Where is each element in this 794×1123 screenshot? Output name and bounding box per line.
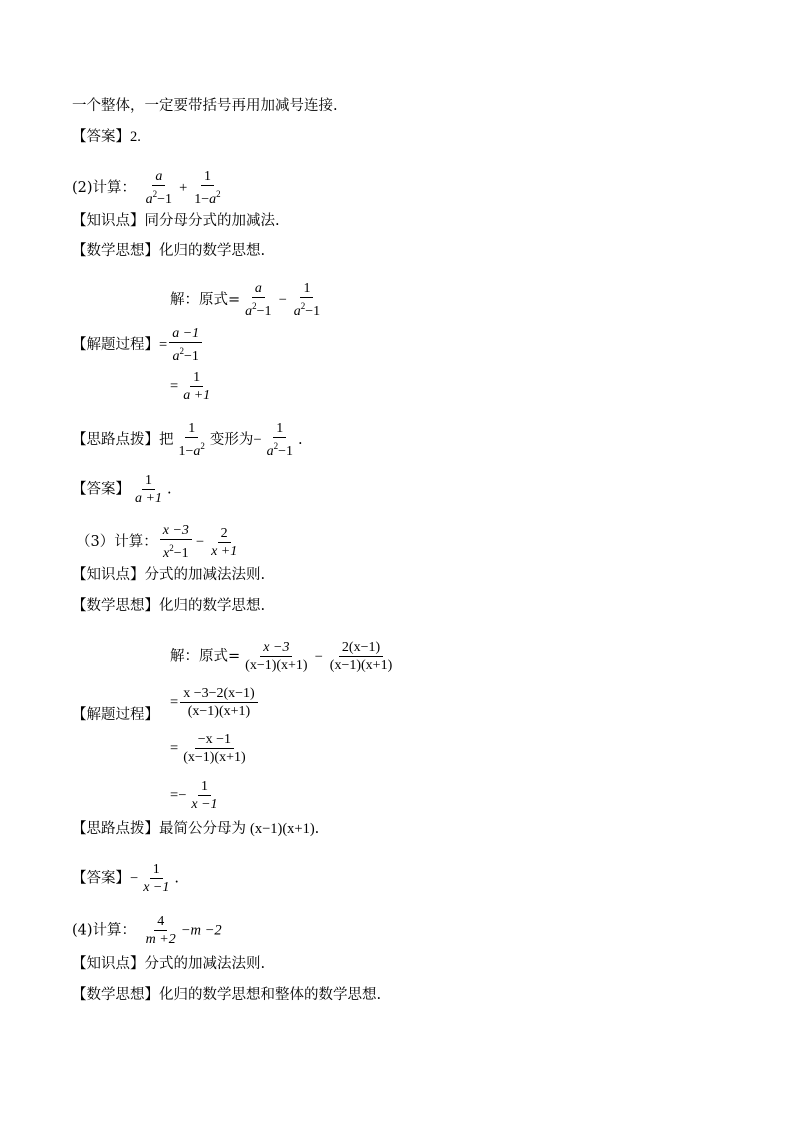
q3-hint: 【思路点拨】最简公分母为 (x−1)(x+1). (72, 821, 320, 837)
fraction: $\frac{2}{x +1}$ (211, 525, 238, 559)
idea-label: 【数学思想】 (72, 987, 159, 1003)
fraction: $\frac{a}{a^2-1}$ (245, 281, 272, 319)
fraction: $\frac{1}{a +1}$ (183, 370, 211, 403)
q2-solution-step1 (170, 280, 325, 320)
knowledge-text: 同分母分式的加减法. (144, 213, 280, 229)
q2-question (72, 168, 226, 208)
q4-knowledge (72, 955, 265, 973)
hint-label: 【思路点拨】 (72, 821, 159, 837)
q2-fraction-2 (191, 168, 223, 208)
q3-question: （3）计算： $\frac{x -3}{x^2-1}$ − $\frac{2}{x +1}$ (76, 522, 242, 562)
q2-process-step2: 【解题过程】= $\frac{a -1}{a^2-1}$ (72, 325, 204, 365)
answer-label: 【答案】 (72, 870, 130, 887)
fraction: $\frac{x -3}{(x-1)(x+1)}$ (245, 640, 308, 673)
frac-numerator: a (152, 168, 165, 186)
minus-sign: − (278, 292, 287, 308)
q3-process-label-line (72, 706, 159, 724)
fraction: $\frac{1}{x -1}$ (191, 779, 218, 812)
answer-label: 【答案】 (72, 481, 130, 498)
q3-answer: 【答案】− $\frac{1}{x -1}$ . (72, 862, 179, 895)
idea-label: 【数学思想】 (72, 243, 159, 259)
hint-label: 【思路点拨】 (72, 432, 159, 448)
q4-question: (4)计算： $\frac{4}{m +2}$ −m −2 (72, 914, 222, 947)
q3-idea (72, 597, 265, 615)
idea-text: 化归的数学思想. (159, 243, 266, 259)
knowledge-text: 分式的加减法法则. (144, 956, 266, 972)
plus-sign: + (179, 180, 188, 196)
fraction: $\frac{1}{x -1}$ (143, 862, 170, 895)
fraction: $\frac{1}{a +1}$ (135, 473, 162, 506)
process-label: 【解题过程】 (72, 337, 159, 353)
answer-label: 【答案】 (72, 129, 130, 145)
q3-process-step2: = $\frac{x -3-2(x-1)}{(x-1)(x+1)}$ (170, 685, 260, 720)
q2-idea (72, 242, 265, 260)
q3-knowledge (72, 566, 265, 584)
fraction: $\frac{4}{m +2}$ (145, 914, 176, 947)
q3-process-step4: =− $\frac{1}{x -1}$ (170, 778, 223, 813)
frac-numerator: 1 (201, 168, 214, 186)
q4-label: (4)计算： (72, 922, 137, 939)
process-label: 【解题过程】 (72, 707, 159, 723)
idea-text: 化归的数学思想. (159, 598, 266, 614)
intro-line (72, 97, 338, 115)
q2-hint: 【思路点拨】把 $\frac{1}{1-a^2}$ 变形为− $\frac{1}{a^2-1}$ . (72, 421, 303, 459)
idea-label: 【数学思想】 (72, 598, 159, 614)
fraction: $\frac{1}{1-a^2}$ (178, 421, 205, 459)
fraction: $\frac{1}{a^2-1}$ (293, 281, 321, 319)
fraction: $\frac{a -1}{a^2-1}$ (169, 325, 202, 365)
knowledge-label: 【知识点】 (72, 213, 145, 229)
solution-prefix: 解：原式= (170, 648, 241, 665)
answer-1-line (72, 128, 141, 146)
intro-text: 一个整体，一定要带括号再用加减号连接. (72, 98, 338, 114)
solution-prefix: 解：原式= (170, 292, 241, 308)
fraction: $\frac{-x -1}{(x-1)(x+1)}$ (183, 732, 246, 765)
q2-knowledge (72, 212, 280, 230)
fraction: $\frac{x -3-2(x-1)}{(x-1)(x+1)}$ (180, 685, 258, 720)
q2-fraction-1 (143, 168, 175, 208)
fraction: $\frac{1}{a^2-1}$ (266, 421, 293, 459)
q2-label: (2)计算： (72, 180, 137, 196)
knowledge-text: 分式的加减法法则. (144, 567, 266, 583)
knowledge-label: 【知识点】 (72, 567, 145, 583)
knowledge-label: 【知识点】 (72, 956, 145, 972)
q2-process-step3: = $\frac{1}{a +1}$ (170, 369, 215, 404)
frac-denominator: $a^2-1$ (145, 189, 173, 207)
q3-label: （3）计算： (76, 534, 158, 550)
q3-solution-step1: 解：原式= $\frac{x -3}{(x-1)(x+1)}$ − $\frac{2(x-1)}{(x-1)(x+1)}$ (170, 639, 397, 674)
fraction: $\frac{2(x-1)}{(x-1)(x+1)}$ (329, 640, 393, 673)
q3-process-step3: = $\frac{-x -1}{(x-1)(x+1)}$ (170, 731, 251, 766)
frac-denominator: $1-a^2$ (194, 189, 221, 207)
idea-text: 化归的数学思想和整体的数学思想. (159, 987, 382, 1003)
q4-idea (72, 986, 381, 1004)
answer-value: 2. (130, 129, 141, 145)
q2-answer: 【答案】 $\frac{1}{a +1}$ . (72, 473, 172, 506)
fraction: $\frac{x -3}{x^2-1}$ (160, 522, 192, 562)
